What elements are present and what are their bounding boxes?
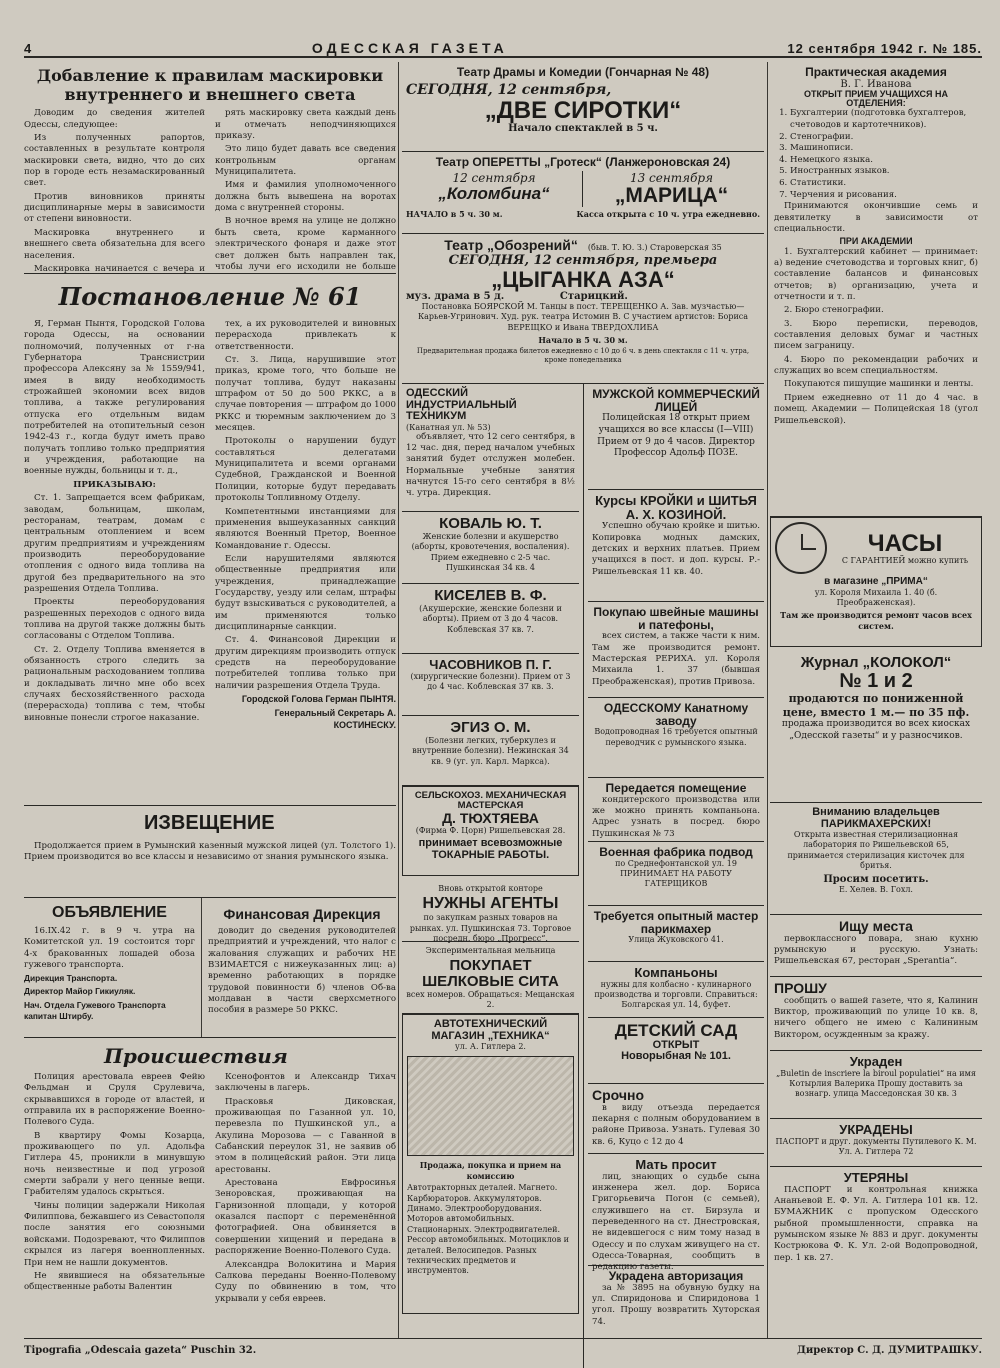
lost-ad (770, 1167, 982, 1277)
paragraph: Александра Волокитина и Мария Салкова переданы Военно-Полевому Суду по обвинению в том, что укрывали у себя евреев. (215, 1259, 396, 1304)
ad-text: Автотракторных деталей. Магнето. Карбюраторов. Аккумуляторов. Динамо. Электрооборудования. Моторов автомобильных. Стационарных. Электродвигателей. Рессор автомобильных. Мотоциклов и деталей. Велосипедов. Разных технических предметов и инструментов. (407, 1183, 569, 1276)
ad-text: Вновь открытой конторе (438, 884, 543, 893)
ad-text: (Канатная ул. № 53) (406, 422, 491, 432)
column-right (770, 62, 982, 1277)
ad-text: Водопроводная 16 требуется опытный переводчик с румынского языка. (594, 727, 758, 747)
paragraph: Протоколы о нарушении будут составляться делегатами Муниципалитета и всеми органами Судебной, Гражданской и Военной Полиции, которые будут передавать протоколы Топливному Отделу. (215, 436, 396, 504)
ad-text: Новорыбная № 101. (621, 1050, 731, 1063)
notice-text: Продолжается прием в Румынский казенный мужской лицей (ул. Толстого 1). Прием производится во все классы и независимо от знания румынского языка. (24, 841, 396, 863)
watches-ad (770, 517, 982, 647)
column-middle (402, 62, 764, 1368)
ad-text: ул. Короля Михаила 1. 40 (б. Преображенская). (814, 587, 938, 607)
notice (24, 806, 396, 898)
paragraph: тех, а их руководителей и виновных перерасхода привлекать к ответственности. (215, 319, 396, 352)
ad-title: Вниманию владельцев ПАРИКМАХЕРСКИХ! (812, 806, 940, 830)
decree-article (24, 274, 396, 806)
ad-title: Д. ТЮХТЯЕВА (442, 809, 539, 826)
decree-subheading: ПРИКАЗЫВАЮ: (73, 479, 156, 490)
technicum-ad (402, 384, 579, 512)
ad-text: Прием ежедневно от 11 до 4 час. в помещ. Академии — Полицейская 18 (угол Ришельевской). (774, 392, 978, 426)
ad-title: МУЖСКОЙ КОММЕРЧЕСКИЙ ЛИЦЕЙ (592, 387, 760, 414)
play-title: „ДВЕ СИРОТКИ“ (484, 96, 682, 124)
ad-text: Экспериментальная мельница (425, 946, 556, 955)
ad-text: Там же производится ремонт часов всех систем. (780, 610, 972, 631)
auto-shop-ad (402, 1014, 579, 1314)
ad-title: № 1 и 2 (839, 669, 913, 692)
ad-title: Ищу места (839, 918, 913, 934)
paragraph: Не явившиеся на обязательные общественные работы Валентин (24, 1270, 205, 1293)
ad-text: всех систем, а также части к ним. Там же производится ремонт. Мастерская РЕРИХА. ул. Короля Михаила 1. 37 (бывшая Преображенская), против Привоза. (592, 631, 760, 687)
finance-notice (202, 898, 396, 1037)
director-imprint: Директор С. Д. ДУМИТРАШКУ. (796, 1345, 982, 1356)
signature: Директор Майор Гикиуляк. (24, 986, 136, 997)
kindergarten-ad (588, 1018, 764, 1084)
ad-title: Театр „Обозрений“ (444, 237, 578, 253)
ad-text: в магазине „ПРИМА“ (824, 576, 928, 587)
ad-title: ЧАСЫ (867, 529, 943, 557)
doctor-name: ЧАСОВНИКОВ П. Г. (429, 657, 552, 672)
ad-title: Передается помещение (605, 781, 747, 795)
column-left (24, 62, 396, 1338)
classifieds-left (402, 384, 584, 1368)
wagon-factory-ad (588, 842, 764, 906)
ad-subtitle: ПРИ АКАДЕМИИ (839, 236, 913, 247)
paragraph: Если нарушителями являются общественные предприятия или учреждения, принадлежащие Государству, уезду или селам, штрафы будут взыскиваться с руководителей, а им применяются только дисциплинарные санкции. (215, 553, 396, 632)
ad-text: муз. драма в 5 д. Старицкий. (406, 290, 628, 302)
paragraph: Компетентными инстанциями для применения вышеуказанных санкций являются Военный Претор, Военное Командование г. Одессы. (215, 506, 396, 551)
ad-text: Полицейская 18 открыт прием учащихся во все классы (I—VIII) Прием от 9 до 4 часов. Директор Профессор Адольф ПОЗЕ. (597, 413, 755, 459)
job-seek-ad (770, 915, 982, 977)
ad-title: Украдена авторизация (608, 1269, 744, 1283)
ad-text: продажа производится во всех киосках „Одесской газеты“ и у разносчиков. (781, 719, 971, 741)
ad-text: Принимаются окончившие семь и девятилетку в зависимости от специальности. (774, 201, 978, 234)
review-theatre-ad (402, 234, 764, 384)
paragraph: Из полученных рапортов, составленных в результате контроля маскировки света, видно, что до сих пор в городе есть незамаскированный свет. (24, 133, 205, 189)
ad-date: 12 сентября (452, 170, 536, 185)
paragraph: Я, Герман Пынтя, Городской Голова города Одессы, на основании полномочий, полученных от г-на Губернатора Транснистрии профессора Алексяну за № 1559/941, имея в виду необходимость строжайшей экономии всех видов топлива, а также регулирования отпуска его отдельным видам потребителей на отопительный сезон 1942-43 г., когда будут иметь право получать топливо только предприятия и учреждения, работающие на военные нужды, больницы и т. д., (24, 319, 205, 477)
ad-text: 1. Бухгалтерский кабинет — принимает: а) ведение счетоводства и торговых книг, б) составление балансов и финансовых отчетов; в) организацию, учета и отчетности и т. п. (774, 246, 978, 303)
ad-text: СЕГОДНЯ, 12 сентября, (406, 81, 612, 98)
premises-ad (588, 778, 764, 842)
ad-text: по закупкам разных товаров на рынках. ул. Пушкинская 73. Торговое посредн. бюро „Прогресс“. (409, 913, 572, 943)
paragraph: Это лицо будет давать все сведения контрольным органам Муниципалитета. (215, 144, 396, 178)
mill-ad (402, 942, 579, 1014)
ad-text: Успешно обучаю кройке и шитью. Копировка модных дамских, детских и верхних платьев. Прием учащихся в пост. и доп. курсы. Р.-Ришельевская 11 кв. 40. (592, 521, 760, 577)
academy-ad (770, 62, 982, 517)
ad-title: СЕЛЬСКОХОЗ. МЕХАНИЧЕСКАЯ МАСТЕРСКАЯ (414, 790, 567, 811)
paragraph: рять маскировку света каждый день и отмечать неподчиняющихся приказу. (215, 108, 396, 142)
ad-text: В. Г. Иванова (840, 78, 912, 90)
agents-ad (402, 880, 579, 942)
list-item: 5. Иностранных языков. (790, 166, 978, 178)
printer-imprint: Tipografia „Odescaia gazeta“ Puschin 32. (24, 1345, 257, 1356)
ad-text: нужны для колбасно - кулинарного производства и торговли. Справиться: Болгарская ул. 14, буфет. (594, 979, 758, 1010)
ad-text: ОТКРЫТ ПРИЕМ УЧАЩИХСЯ НА ОТДЕЛЕНИЯ: (804, 88, 948, 109)
ad-text: СЕГОДНЯ, 12 сентября, премьера (448, 252, 718, 268)
ad-text: сообщить о вашей газете, что я, Калинин Виктор, проживающий по улице 10 кв. 8, ничего общего не имею с Калининым Виктором, осужденным за кражу. (774, 995, 978, 1040)
issue-date: 12 сентября 1942 г. № 185. (787, 41, 982, 56)
ad-text: НАЧАЛО в 5 ч. 30 м. (406, 208, 503, 219)
paragraph: Полиция арестовала евреев Фейю Фельдман и Сруля Срулевича, скрывавшихся в городе от властей, и отправила их в распоряжение Военно-Полевого Суда. (24, 1072, 205, 1128)
doctor-ad (402, 654, 579, 716)
ad-title: АВТОТЕХНИЧЕСКИЙ МАГАЗИН „ТЕХНИКА“ (431, 1018, 550, 1042)
ad-text: ПАСПОРТ и друг. документы Путилевого К. М. Ул. А. Гитлера 72 (775, 1136, 977, 1157)
ad-title: УКРАДЕНЫ (839, 1122, 913, 1137)
list-item: 4. Немецкого языка. (790, 155, 978, 167)
urgent-ad (588, 1084, 764, 1154)
paragraph: Против виновников приняты дисциплинарные меры в зависимости от степени виновности. (24, 191, 205, 225)
ad-title: Журнал „КОЛОКОЛ“ (800, 654, 952, 671)
paragraph: Ст. 3. Лица, нарушившие этот приказ, кроме того, что больше не получат топлива, будут наказаны штрафом от 50 до 500 РККС, а в случае повторения — штрафом до 1000 РККС и тюремным заключением до 3 месяцев. (215, 355, 396, 434)
ad-title: Срочно (592, 1087, 645, 1103)
ad-title: Театр ОПЕРЕТТЫ „Гротеск“ (Ланжероновская 24) (435, 155, 731, 169)
page-number: 4 (24, 41, 33, 56)
doctor-name: ЭГИЗ О. М. (450, 719, 531, 736)
ad-title: ОДЕССКОМУ Канатному заводу (603, 701, 749, 728)
paragraph: Маскировка начинается с вечера и (34, 263, 205, 274)
ad-date: 13 сентября (629, 170, 714, 185)
paragraph: В квартиру Фомы Козарца, проживающего по ул. Адольфа Гитлера 45, проникли в минувшую ночь неизвестные и под угрозой смерти забрали у него ценные вещи. Грабителям удалось скрыться. (24, 1130, 205, 1198)
truck-illustration (407, 1056, 574, 1156)
signature: Городской Голова Герман ПЫНТЯ. (241, 694, 396, 704)
ad-title: Компаньоны (634, 965, 718, 980)
signature: Нач. Отдела Гужевого Транспорта капитан Штирбу. (24, 999, 166, 1021)
paragraph: Чины полиции задержали Николая Филиппова, бежавшего из Севастополя после занятия его союзными войсками. Подозревают, что Филиппов скрылся из лагеря военнопленных. При нем не нашли документов. (24, 1200, 206, 1268)
ad-text: Продажа, покупка и прием на комиссию (419, 1160, 562, 1181)
kolokol-ad (770, 651, 982, 803)
paragraph: Прасковья Диковская, проживающая по Газанной ул. 10, перевезла по Пушкинской ул., а Акулина Морозова — с Гаванной в Сабанский переулок 31, не заявив об этом в полицейский район. Эти лица арестованы. (215, 1096, 396, 1175)
list-item: 7. Черчения и рисования. (790, 190, 978, 202)
ad-text: „Buletin de inscriere la biroul populatiei“ на имя Котырлия Валерика Прошу доставить за вознагр. улица Масседонская 30 кв. 3 (776, 1068, 976, 1099)
ad-text: Начало спектаклей в 5 ч. (508, 122, 658, 134)
signature: Дирекция Транспорта. (24, 973, 118, 984)
ad-title: ОДЕССКИЙ ИНДУСТРИАЛЬНЫЙ ТЕХНИКУМ (406, 387, 517, 423)
ad-text: по Среднефонтанской ул. 19 ПРИНИМАЕТ НА РАБОТУ ГАТЕРЩИКОВ (615, 858, 737, 889)
paragraph: Арестована Евфросинья Зеноровская, проживающая на Гарнизонной площади, у которой оказался паспорт с переменённой фотографией. Она обвиняется в совершении хищений и передана в распоряжение Военно-Полевого Суда. (215, 1178, 396, 1257)
lyceum-ad (588, 384, 764, 490)
ad-title: Покупаю швейные машины и патефоны, (593, 605, 759, 632)
paragraph: Ст. 4. Финансовой Дирекции и другим дирекциям производить отпуск средств на переоборудование потребителей топлива только при наличии разрешения Отдела Труда. (215, 635, 396, 691)
announcement (24, 898, 202, 1037)
ad-title: Военная фабрика подвод (599, 845, 753, 859)
ad-text: Открыта известная стерилизационная лаборатория по Ришельевской 65, принимается стерилизация кисточек для бритья. (787, 830, 965, 871)
academy-departments (774, 108, 978, 201)
notice-title: ИЗВЕЩЕНИЕ (144, 812, 275, 834)
finance-title: Финансовая Дирекция (223, 906, 381, 922)
sewing-machines-ad (588, 602, 764, 698)
ad-text: Постановка БОЯРСКОЙ М. Танцы в пост. ТЕРЕЩЕНКО А. Зав. музчастью—Карьев-Угринович. Худ. рук. театра Истомин В. С участием артистов: Бориса ВЕРЕЩКО и Ивана ТВЕРДОХЛИБА (417, 301, 749, 332)
classifieds-right (584, 384, 764, 1368)
ad-text: ПАСПОРТ и контрольная книжка Ананьевой Е. Ф. Ул. А. Гитлера 101 кв. 12. БУМАЖНИК с пропуском Одесского рыбной промышленности, справка на румынском языке № 883 и друг. документы Кострюкова Ф. К. Ул. 2-ой Водопроводной, пер. 1 кв. 27. (774, 1184, 978, 1263)
ad-text: лиц, знающих о судьбе сына инженера жел. дор. Бориса Григорьевича Погон (с семьей), служившего на ст. Бирзула и переведенного на ст. Днестровская, не видевшегося с ним тому назад в Одессу и по слухам живущего на ст. Одесса-Товарная, сообщить в редакцию газеты. (592, 1171, 760, 1273)
doctor-name: КОВАЛЬ Ю. Т. (439, 515, 542, 532)
ad-text: первоклассного повара, знаю кухню румынскую и русскую. Узнать: Ришельевская 67, ресторан „Sperantia“. (774, 933, 978, 967)
workshop-ad (402, 786, 579, 876)
drama-theatre-ad (402, 62, 764, 152)
newspaper-title: ОДЕССКАЯ ГАЗЕТА (311, 40, 508, 56)
ad-text: ОТКРЫТ (652, 1038, 700, 1051)
ad-text: С ГАРАНТИЕЙ можно купить (841, 556, 969, 566)
list-item: 6. Статистики. (790, 178, 978, 190)
barbershops-ad (770, 803, 982, 915)
ad-text: принимает всевозможные ТОКАРНЫЕ РАБОТЫ. (418, 837, 563, 861)
doctor-ad (402, 716, 579, 786)
masking-article (24, 62, 396, 274)
paragraph: Проекты переоборудования разрешенных переходов с одного вида топлива на другой также должны быть согласованы с Отделом Топлива. (24, 597, 205, 642)
ad-text: (хирургические болезни). Прием от 3 до 4 час. Коблевская 37 кв. 3. (410, 671, 571, 692)
stolen-license-ad (588, 1266, 764, 1336)
ad-text: всех номеров. Обращаться: Мещанская 2. (406, 989, 575, 1010)
operetta-ad (402, 152, 764, 234)
ad-text: (Акушерские, женские болезни и аборты). Прием от 3 до 4 часов. Коблевская 37 кв. 7. (419, 603, 562, 634)
ad-title: Курсы КРОЙКИ и ШИТЬЯ А. Х. КОЗИНОЙ. (595, 493, 757, 522)
ad-title: ПОКУПАЕТ ШЕЛКОВЫЕ СИТА (422, 957, 559, 991)
ad-title: Практическая академия (805, 65, 947, 79)
stolen-ad (770, 1119, 982, 1167)
finance-text: доводит до сведения руководителей предприятий и учреждений, что налог с жалования служащих и рабочих НЕ ВЗИМАЕТСЯ с нижеуказанных лиц: а) временно работающих в порядке трудовой повинности б) членов Об-ва молдаван в части сверхсметного пособия в размере 50 РККС. (208, 926, 396, 1016)
paragraph: Ст. 2. Отделу Топлива вменяется в обязанность строго следить за рациональным расходованием топлива и докладывать лично мне обо всех случаях бесхозяйственного расхода (перерасхода) топлива с тем, чтобы виновные понесли строгое наказание. (24, 644, 205, 723)
announcements-row (24, 898, 396, 1038)
decree-title: Постановление № 61 (58, 282, 362, 311)
paragraph: Ст. 1. Запрещается всем фабрикам, заводам, больницам, школам, ресторанам, театрам, домам с центральным отоплением и всем другим предприятиям и учреждениям производить переоборудование отопления с одного вида топлива на другой без предварительного на это разрешения Отдела Топлива. (24, 493, 205, 594)
ad-text: (Фирма Ф. Цорн) Ришельевская 28. (415, 825, 566, 835)
ad-text: Начало в 5 ч. 30 м. (538, 334, 628, 345)
ad-text: Касса открыта с 10 ч. утра ежедневно. (576, 208, 760, 219)
paragraph: В ночное время на улице не должно быть света, кроме карманного электрического фонаря и даже этот свет должен быть направлен так, чтобы лучи его исходили не больше (215, 216, 396, 272)
ad-title: УТЕРЯНЫ (843, 1170, 909, 1185)
ad-text: продаются по пониженной цене, вместо 1 м.— по 35 пф. (782, 691, 970, 719)
list-item: 2. Стенографии. (790, 132, 978, 144)
play-title: „МАРИЦА“ (614, 183, 729, 207)
announcement-text: 16.IX.42 г. в 9 ч. утра на Комитетской ул. 19 состоится торг 4-х бракованных лошадей обоза гужевого транспорта. (24, 926, 195, 971)
watch-icon (775, 522, 827, 574)
doctor-ad (402, 584, 579, 654)
request-ad (770, 977, 982, 1051)
ad-text: 4. Бюро по рекомендации рабочих и служащих во всем специальностям. (774, 354, 978, 377)
ad-text: (Болезни легких, туберкулез и внутренние болезни). Нежинская 34 кв. 9 (уг. ул. Карл. Маркса). (412, 735, 569, 766)
ad-title: ДЕТСКИЙ САД (614, 1021, 738, 1040)
doctor-ad (402, 512, 579, 584)
announcement-title: ОБЪЯВЛЕНИЕ (52, 904, 167, 921)
incidents-title: Происшествия (104, 1044, 288, 1068)
ad-text: кондитерского производства или же можно принять компаньона. Адрес узнать в посред. бюро Пушкинская № 73 (592, 794, 760, 839)
classifieds-grid (402, 384, 764, 1368)
barber-wanted-ad (588, 906, 764, 962)
ad-title: Требуется опытный мастер парикмахер (593, 909, 759, 936)
ad-text: за № 3895 на обувную будку на ул. Спиридонова и Спиридонова 1 угол. Прошу возвратить Хуторская 74. (592, 1282, 760, 1327)
partners-ad (588, 962, 764, 1018)
list-item: 3. Машинописи. (790, 143, 978, 155)
ad-title: НУЖНЫ АГЕНТЫ (422, 895, 559, 913)
ad-title: ПРОШУ (774, 980, 827, 996)
ad-title: Театр Драмы и Комедии (Гончарная № 48) (456, 65, 710, 79)
page-footer (24, 1338, 982, 1356)
ad-text: 3. Бюро переписки, переводов, составления деловых бумаг и частных писем заграницу. (774, 318, 978, 352)
masthead (24, 36, 982, 58)
ad-text: объявляет, что 12 сего сентября, в 12 час. дня, перед началом учебных занятий будет отслужен молебен. Нормальные учебные занятия начнутся 15-го сего сентября в 8½ ч. утра. Дирекция. (406, 431, 575, 499)
column-divider (767, 62, 768, 1338)
ad-text: ул. А. Гитлера 2. (455, 1042, 526, 1052)
sewing-ad (588, 490, 764, 602)
ad-text: Улица Жуковского 41. (628, 935, 724, 945)
ad-title: Украден (849, 1054, 903, 1069)
signature: Генеральный Секретарь А. КОСТИНЕСКУ. (274, 707, 396, 730)
ad-text: 2. Бюро стенографии. (784, 305, 884, 316)
mother-asks-ad (588, 1154, 764, 1273)
play-title: „ЦЫГАНКА АЗА“ (491, 266, 675, 292)
stolen-ad (770, 1051, 982, 1119)
ad-title: Мать просит (635, 1157, 717, 1172)
paragraph: Ксенофонтов и Александр Тихач заключены в лагерь. (215, 1072, 396, 1094)
ad-text: Предварительная продажа билетов ежедневно с 10 до 6 ч. в день спектакля с 11 ч. утра, кроме понедельника (416, 347, 750, 365)
incidents-article (24, 1038, 396, 1338)
play-title: „Коломбина“ (438, 183, 550, 203)
doctor-name: КИСЕЛЕВ В. Ф. (434, 587, 547, 604)
signature: Е. Хелев. В. Гохл. (839, 884, 913, 894)
ad-text: Покупаются пишущие машинки и ленты. (784, 379, 974, 390)
column-divider (398, 62, 399, 1338)
ad-text: Женские болезни и акушерство (аборты, кровотечения, воспаления). Прием ежедневно с 2-5 час. Пушкинская 34 кв. 4 (411, 531, 570, 572)
paragraph: Доводим до сведения жителей Одессы, следующее: (24, 108, 205, 130)
ad-text: в виду отъезда передается пекарня с полным оборудованием в районе Привоза. Узнать. Гулевая 30 кв. 6, Куцо с 12 до 4 (592, 1102, 760, 1147)
ad-text: (быв. Т. Ю. З.) Староверская 35 (587, 243, 722, 252)
masking-title: Добавление к правилам маскировки внутреннего и внешнего света (36, 66, 384, 105)
list-item: 1. Бухгалтерии (подготовка бухгалтеров, счетоводов и картотечников). (790, 108, 978, 131)
paragraph: Имя и фамилия уполномоченного должна быть вывешена на воротах дома с внутренней стороны. (215, 180, 396, 214)
ad-text: Просим посетить. (823, 873, 929, 885)
paragraph: Маскировка внутреннего и внешнего света обязательна для всего населения. (24, 227, 205, 261)
rope-factory-ad (588, 698, 764, 778)
